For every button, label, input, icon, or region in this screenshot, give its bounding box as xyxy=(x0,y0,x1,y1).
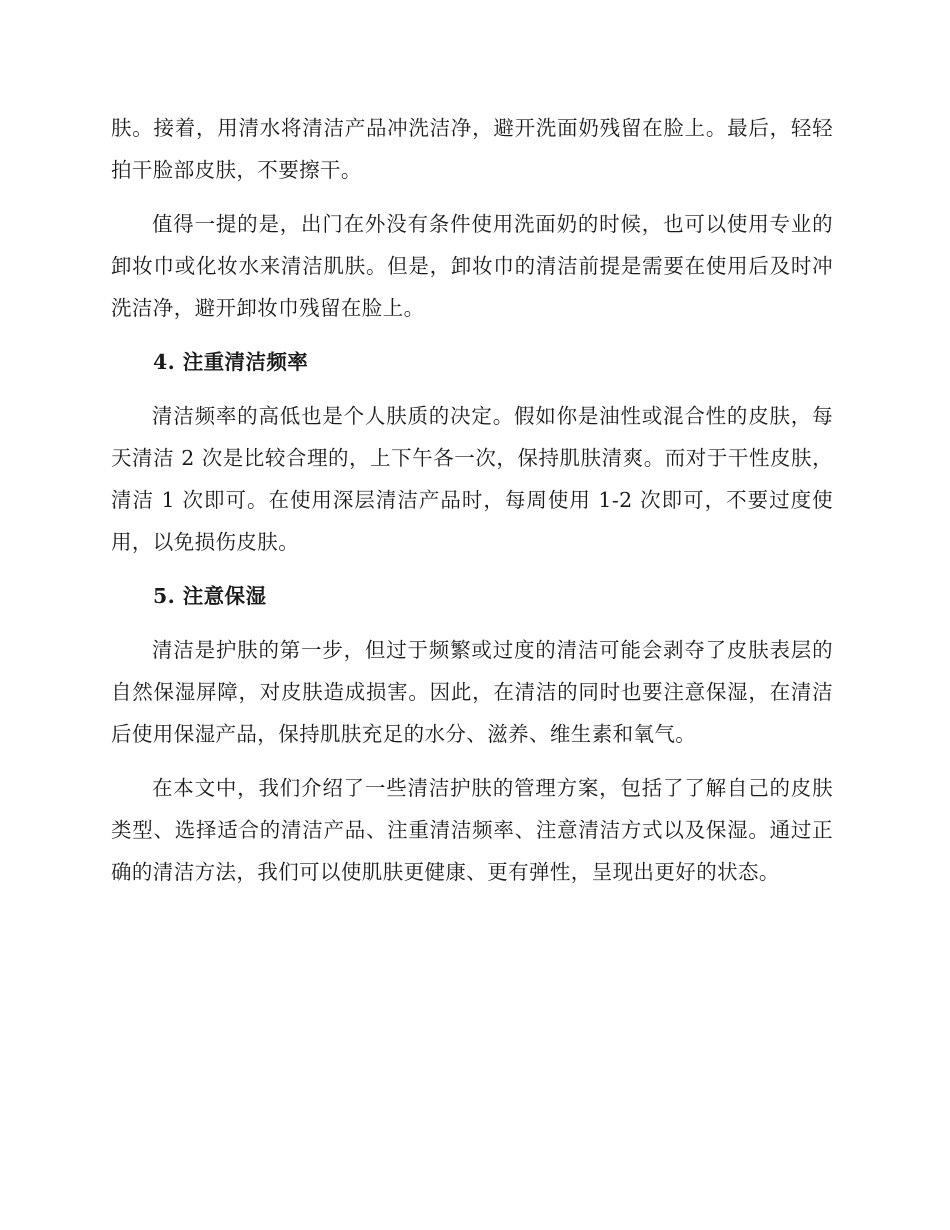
paragraph-conclusion: 在本文中，我们介绍了一些清洁护肤的管理方案，包括了了解自己的皮肤类型、选择适合的清洁产品、注重清洁频率、注意清洁方式以及保湿。通过正确的清洁方法，我们可以使肌肤更健康、更有弹性，呈现出更好的状态。 xyxy=(111,776,833,884)
paragraph-moisturizing: 清洁是护肤的第一步，但过于频繁或过度的清洁可能会剥夺了皮肤表层的自然保湿屏障，对皮肤造成损害。因此，在清洁的同时也要注意保湿，在清洁后使用保湿产品，保持肌肤充足的水分、滋养、维生素和氧气。 xyxy=(111,638,833,746)
document-body xyxy=(111,107,833,905)
paragraph-makeup-wipes: 值得一提的是，出门在外没有条件使用洗面奶的时候，也可以使用专业的卸妆巾或化妆水来清洁肌肤。但是，卸妆巾的清洁前提是需要在使用后及时冲洗洁净，避开卸妆巾残留在脸上。 xyxy=(111,212,833,320)
paragraph-continuation: 肤。接着，用清水将清洁产品冲洗洁净，避开洗面奶残留在脸上。最后，轻轻拍干脸部皮肤，不要擦干。 xyxy=(111,116,833,182)
paragraph-cleansing-frequency: 清洁频率的高低也是个人肤质的决定。假如你是油性或混合性的皮肤，每天清洁 2 次是比较合理的，上下午各一次，保持肌肤清爽。而对于干性皮肤，清洁 1 次即可。在使用深层清洁产品时，每周使用 1-2 次即可，不要过度使用，以免损伤皮肤。 xyxy=(111,404,833,554)
section-heading-moisturizing: 5. 注意保湿 xyxy=(153,584,267,608)
section-heading-cleansing-frequency: 4. 注重清洁频率 xyxy=(153,350,309,374)
